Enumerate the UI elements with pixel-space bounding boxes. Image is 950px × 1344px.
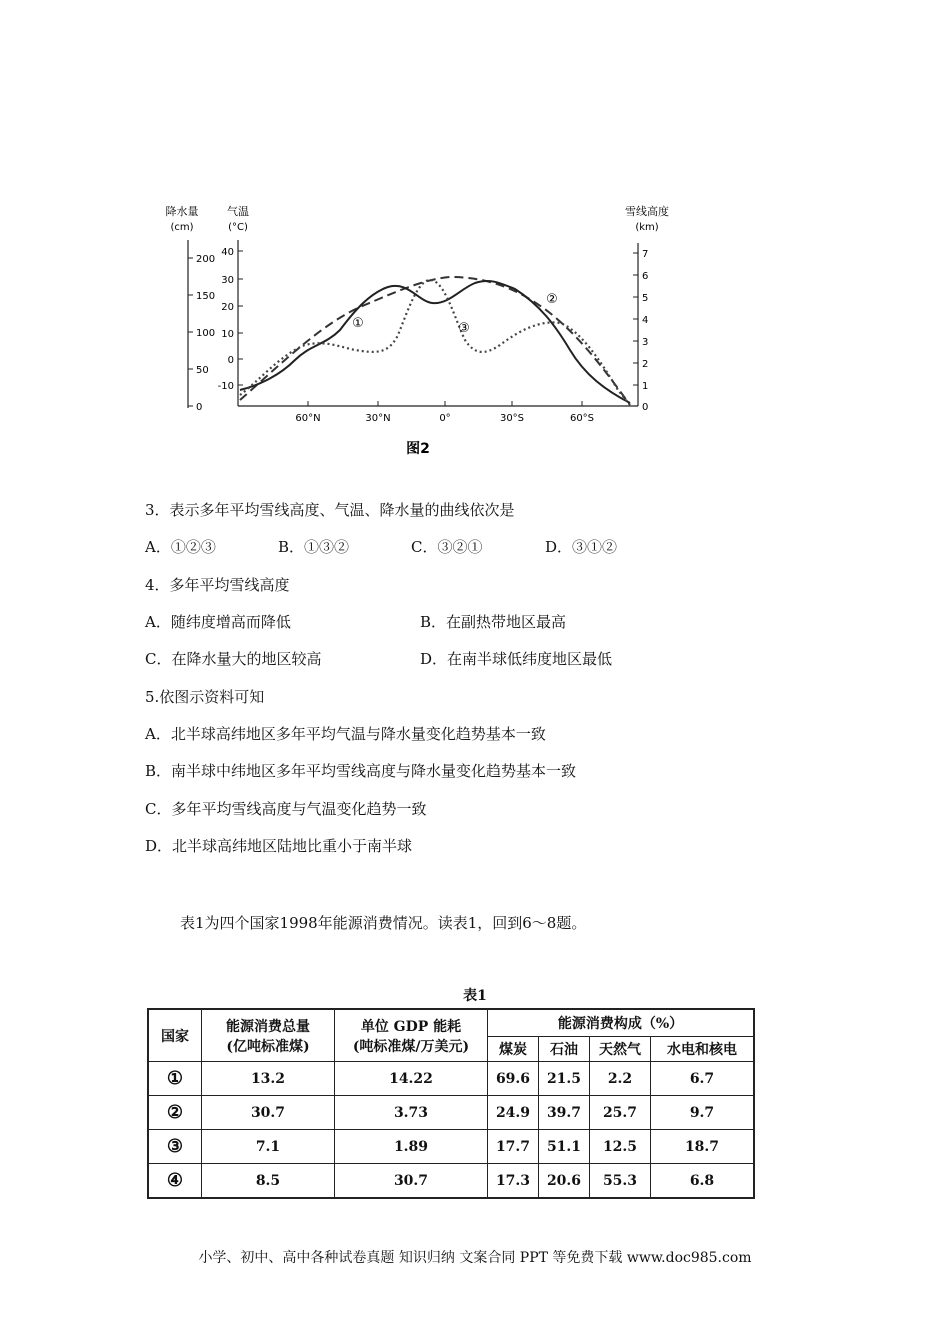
- temp-axis-title: 气温: [227, 205, 249, 218]
- question-5-option-a: A．北半球高纬地区多年平均气温与降水量变化趋势基本一致: [145, 725, 546, 743]
- cell-coal: 69.6: [488, 1062, 539, 1096]
- question-3-stem: 3．表示多年平均雪线高度、气温、降水量的曲线依次是: [145, 501, 515, 519]
- table-title: 表1: [463, 988, 487, 1004]
- cell-gdp: 30.7: [335, 1164, 488, 1199]
- header-total-line2: (亿吨标准煤): [226, 1038, 310, 1055]
- table-row: [148, 1096, 754, 1130]
- x-tick: 60°S: [569, 413, 595, 424]
- cell-oil: 39.7: [539, 1096, 590, 1130]
- header-gdp: [335, 1009, 488, 1062]
- cell-gas: 25.7: [590, 1096, 651, 1130]
- snow-tick: 6: [642, 271, 649, 282]
- table-row: [148, 1130, 754, 1164]
- table-row: [148, 1164, 754, 1199]
- snow-axis-unit: (km): [635, 222, 659, 233]
- question-4-option-c: C．在降水量大的地区较高: [145, 650, 322, 668]
- cell-oil: 21.5: [539, 1062, 590, 1096]
- question-3-option-b: B．①③②: [278, 538, 350, 556]
- snow-axis-title: 雪线高度: [625, 205, 669, 218]
- precip-axis-unit: (cm): [170, 222, 194, 233]
- curve-1-solid: [240, 281, 630, 403]
- question-4-stem: 4．多年平均雪线高度: [145, 576, 290, 594]
- question-5-stem: 5.依图示资料可知: [145, 688, 265, 706]
- snow-tick: 1: [642, 381, 649, 392]
- question-4-option-a: A．随纬度增高而降低: [145, 613, 291, 631]
- x-tick: 0°: [439, 413, 451, 424]
- temp-tick: 10: [221, 329, 234, 340]
- footer-text: 小学、初中、高中各种试卷真题 知识归纳 文案合同 PPT 等免费下载 www.doc985.com: [198, 1250, 752, 1266]
- cell-gdp: 1.89: [335, 1130, 488, 1164]
- question-3-option-c: C．③②①: [411, 538, 483, 556]
- precip-tick: 0: [196, 402, 203, 413]
- figure-caption: 图2: [406, 441, 430, 457]
- temp-tick: 30: [221, 275, 234, 286]
- cell-hydro: 18.7: [651, 1130, 755, 1164]
- header-country: 国家: [148, 1009, 202, 1062]
- x-tick: 60°N: [295, 413, 321, 424]
- cell-gas: 55.3: [590, 1164, 651, 1199]
- climate-chart: [160, 195, 680, 465]
- cell-total: 30.7: [202, 1096, 335, 1130]
- x-tick: 30°S: [499, 413, 525, 424]
- question-5-option-d: D．北半球高纬地区陆地比重小于南半球: [145, 837, 413, 855]
- cell-oil: 20.6: [539, 1164, 590, 1199]
- cell-coal: 17.7: [488, 1130, 539, 1164]
- header-composition: 能源消费构成（%）: [488, 1009, 755, 1037]
- header-oil: 石油: [539, 1037, 590, 1062]
- cell-hydro: 9.7: [651, 1096, 755, 1130]
- precip-tick: 200: [196, 254, 216, 265]
- cell-country: ①: [148, 1062, 202, 1096]
- header-total: [202, 1009, 335, 1062]
- header-total-line1: 能源消费总量: [226, 1018, 310, 1035]
- snow-ticks: [633, 249, 648, 413]
- curve-label-1: ①: [352, 316, 364, 331]
- figure-2: [160, 195, 680, 465]
- temp-tick: 20: [221, 302, 234, 313]
- cell-total: 13.2: [202, 1062, 335, 1096]
- cell-coal: 24.9: [488, 1096, 539, 1130]
- precip-tick: 50: [196, 365, 209, 376]
- header-hydro: 水电和核电: [651, 1037, 755, 1062]
- snow-tick: 3: [642, 337, 649, 348]
- cell-country: ③: [148, 1130, 202, 1164]
- cell-oil: 51.1: [539, 1130, 590, 1164]
- curve-3-dotted: [240, 280, 630, 405]
- temp-ticks: [218, 247, 243, 392]
- cell-gas: 12.5: [590, 1130, 651, 1164]
- temp-axis-unit: (°C): [228, 222, 248, 233]
- cell-hydro: 6.7: [651, 1062, 755, 1096]
- header-gas: 天然气: [590, 1037, 651, 1062]
- curve-label-3: ③: [458, 321, 470, 336]
- cell-gas: 2.2: [590, 1062, 651, 1096]
- precip-tick: 100: [196, 328, 216, 339]
- question-3-option-d: D．③①②: [545, 538, 618, 556]
- snow-tick: 4: [642, 315, 649, 326]
- temp-tick: -10: [217, 381, 234, 392]
- cell-gdp: 3.73: [335, 1096, 488, 1130]
- header-coal: 煤炭: [488, 1037, 539, 1062]
- curve-label-2: ②: [546, 292, 558, 307]
- cell-total: 8.5: [202, 1164, 335, 1199]
- cell-country: ②: [148, 1096, 202, 1130]
- x-tick: 30°N: [365, 413, 391, 424]
- x-ticks: [295, 401, 594, 424]
- precip-tick: 150: [196, 291, 216, 302]
- snow-tick: 7: [642, 249, 649, 260]
- temp-tick: 0: [227, 355, 234, 366]
- cell-total: 7.1: [202, 1130, 335, 1164]
- question-4-option-d: D．在南半球低纬度地区最低: [420, 650, 613, 668]
- precip-ticks: [188, 254, 215, 413]
- cell-hydro: 6.8: [651, 1164, 755, 1199]
- header-gdp-line1: 单位 GDP 能耗: [360, 1018, 462, 1035]
- curve-2-dashed: [240, 277, 630, 405]
- cell-coal: 17.3: [488, 1164, 539, 1199]
- cell-gdp: 14.22: [335, 1062, 488, 1096]
- question-3-option-a: A．①②③: [145, 538, 216, 556]
- snow-tick: 5: [642, 293, 649, 304]
- cell-country: ④: [148, 1164, 202, 1199]
- header-gdp-line2: (吨标准煤/万美元): [352, 1038, 470, 1055]
- question-5-option-b: B．南半球中纬地区多年平均雪线高度与降水量变化趋势基本一致: [145, 762, 577, 780]
- table-intro: 表1为四个国家1998年能源消费情况。读表1，回到6～8题。: [180, 914, 587, 932]
- snow-tick: 0: [642, 402, 649, 413]
- table-row: [148, 1062, 754, 1096]
- precip-axis-title: 降水量: [165, 205, 199, 218]
- energy-table: [147, 1008, 755, 1199]
- temp-tick: 40: [221, 247, 234, 258]
- question-4-option-b: B．在副热带地区最高: [420, 613, 567, 631]
- question-5-option-c: C．多年平均雪线高度与气温变化趋势一致: [145, 800, 427, 818]
- snow-tick: 2: [642, 359, 649, 370]
